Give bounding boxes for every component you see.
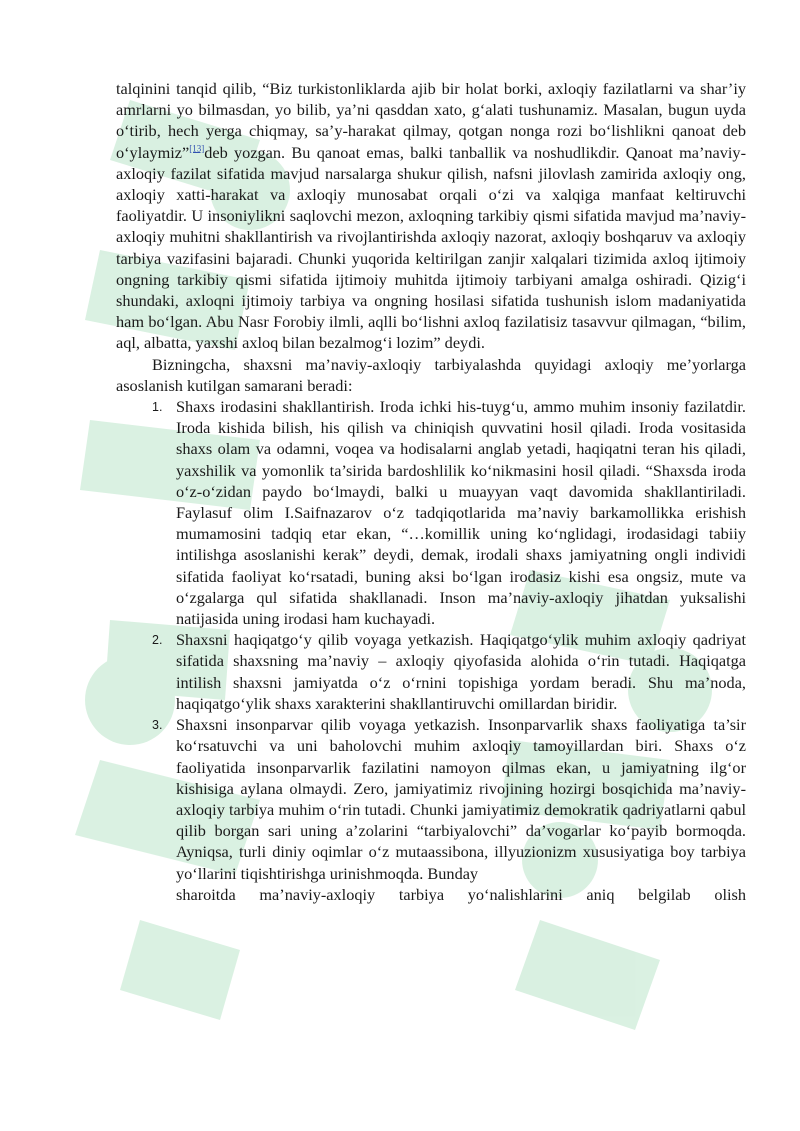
list-item-text: Shaxs irodasini shakllantirish. Iroda ichki his-tuyg‘u, ammo muhim insoniy fazilatdir. Iroda kishida bilish, his qilish va chiniqish quvvatini hosil qiladi. Iroda vositasida shaxs olam va odamni, voqea va hodisalarni anglab yetadi, haqiqatni teran his qiladi, yaxshilik va yomonlik ta’sirida bardoshlilik ko‘nikmasini hosil qiladi. “Shaxsda iroda o‘z-o‘zidan paydo bo‘lmaydi, balki u muayyan vaqt davomida shakllantiriladi. Faylasuf olim I.Saifnazarov o‘z tadqiqotlarida ma’naviy barkamollikka erishish mumamosini tadqiq etar ekan, “…komillik uning ko‘nglidagi, irodasidagi tabiiy intilishga asoslanishi kerak” deydi, demak, irodali shaxs jamiyatning ongli individi sifatida faoliyat ko‘rsatadi, buning aksi bo‘lgan irodasiz kishi esa ongsiz, mute va o‘zgalarga qul sifatida shakllanadi. Inson ma’naviy-axloqiy jihatdan yuksalishi natijasida uning irodasi ham kuchayadi. — [176, 397, 746, 629]
paragraph-2: Bizningcha, shaxsni ma’naviy-axloqiy tarbiyalashda quyidagi axloqiy me’yorlarga asoslanish kutilgan samarani beradi: — [116, 354, 746, 395]
footnote-link[interactable]: [13] — [189, 143, 205, 154]
list-item-text: Shaxsni insonparvar qilib voyaga yetkazish. Insonparvarlik shaxs faoliyatiga ta’sir ko‘rsatuvchi va uni baholovchi muhim axloqiy tamoyillardan biri. Shaxs o‘z faoliyatida insonparvarlik fazilatini namoyon qilmas ekan, u jamiyatning ilg‘or kishisiga aylana olmaydi. Zero, jamiyatimiz rivojining hozirgi bosqichida ma’naviy-axloqiy tarbiya muhim o‘rin tutadi. Chunki jamiyatimiz demokratik qadriyatlarni qabul qilib borgan sari uning a’zolarini “tarbiyalovchi” da’vogarlar ko‘payib bormoqda. Ayniqsa, turli diniy oqimlar o‘z mutaassibona, illyuzionizm xususiyatiga boy tarbiya yo‘llarini tiqishtirishga urinishmoqda. Bunday — [176, 715, 746, 883]
paragraph-1 — [116, 78, 746, 354]
list-number: 3. — [152, 718, 163, 733]
paragraph-1-continued: deb yozgan. Bu qanoat emas, balki tanballik va noshudlikdir. Qanoat ma’naviy-axloqiy fazilat sifatida mavjud narsalarga shukur qilish, nafsni jilovlash zamirida axloqiy ong, axloqiy xatti-harakat va axloqiy munosabat orqali o‘zi va xalqiga manfaat keltiruvchi faoliyatdir. U insoniylikni saqlovchi mezon, axloqning tarkibiy qismi sifatida mavjud ma’naviy-axloqiy muhitni shakllantirish va rivojlantirishda axloqiy nazorat, axloqiy boshqaruv va axloqiy tarbiya vazifasini bajaradi. Chunki yuqorida keltirilgan zanjir xalqalari tizimida axloq ijtimoiy ongning tarkibiy qismi sifatida ijtimoiy muhitda ijtimoiy tarbiyani amalga oshiradi. Qizig‘i shundaki, axloqni ijtimoiy tarbiya va ongning hosilasi sifatida tushunish islom madaniyatida ham bo‘lgan. Abu Nasr Forobiy ilmli, aqlli bo‘lishni axloq fazilatisiz tasavvur qilmagan, “bilim, aql, albatta, yaxshi axloq bilan bezalmog‘i lozim” deydi. — [116, 142, 746, 353]
list-number: 1. — [152, 400, 163, 415]
list-number: 2. — [152, 633, 163, 648]
list-item-text: Shaxsni haqiqatgo‘y qilib voyaga yetkazish. Haqiqatgo‘ylik muhim axloqiy qadriyat sifatida shaxsning ma’naviy – axloqiy qiyofasida alohida o‘rin tutadi. Haqiqatga intilish shaxsni jamiyatda o‘z o‘rnini topishiga yordam beradi. Shu ma’noda, haqiqatgo‘ylik shaxs xarakterini shakllantiruvchi omillardan biridir. — [176, 630, 746, 713]
list-item — [116, 396, 746, 629]
list-item — [116, 629, 746, 714]
numbered-list — [116, 396, 746, 905]
list-item — [116, 714, 746, 905]
paragraph-1-text: talqinini tanqid qilib, “Biz turkistonliklarda ajib bir holat borki, axloqiy fazilatlarni va shar’iy amrlarni yo bilmasdan, yo bilib, ya’ni qasddan xato, g‘alati tushunamiz. Masalan, bugun uyda o‘tirib, hech yerga chiqmay, sa’y-harakat qilmay, qotgan nonga rozi bo‘lishlikni qanoat deb o‘ylaymiz” — [116, 79, 746, 162]
document-page — [116, 78, 746, 905]
cut-off-line: sharoitda ma’naviy-axloqiy tarbiya yo‘nalishlarini aniq belgilab olish — [176, 884, 746, 904]
